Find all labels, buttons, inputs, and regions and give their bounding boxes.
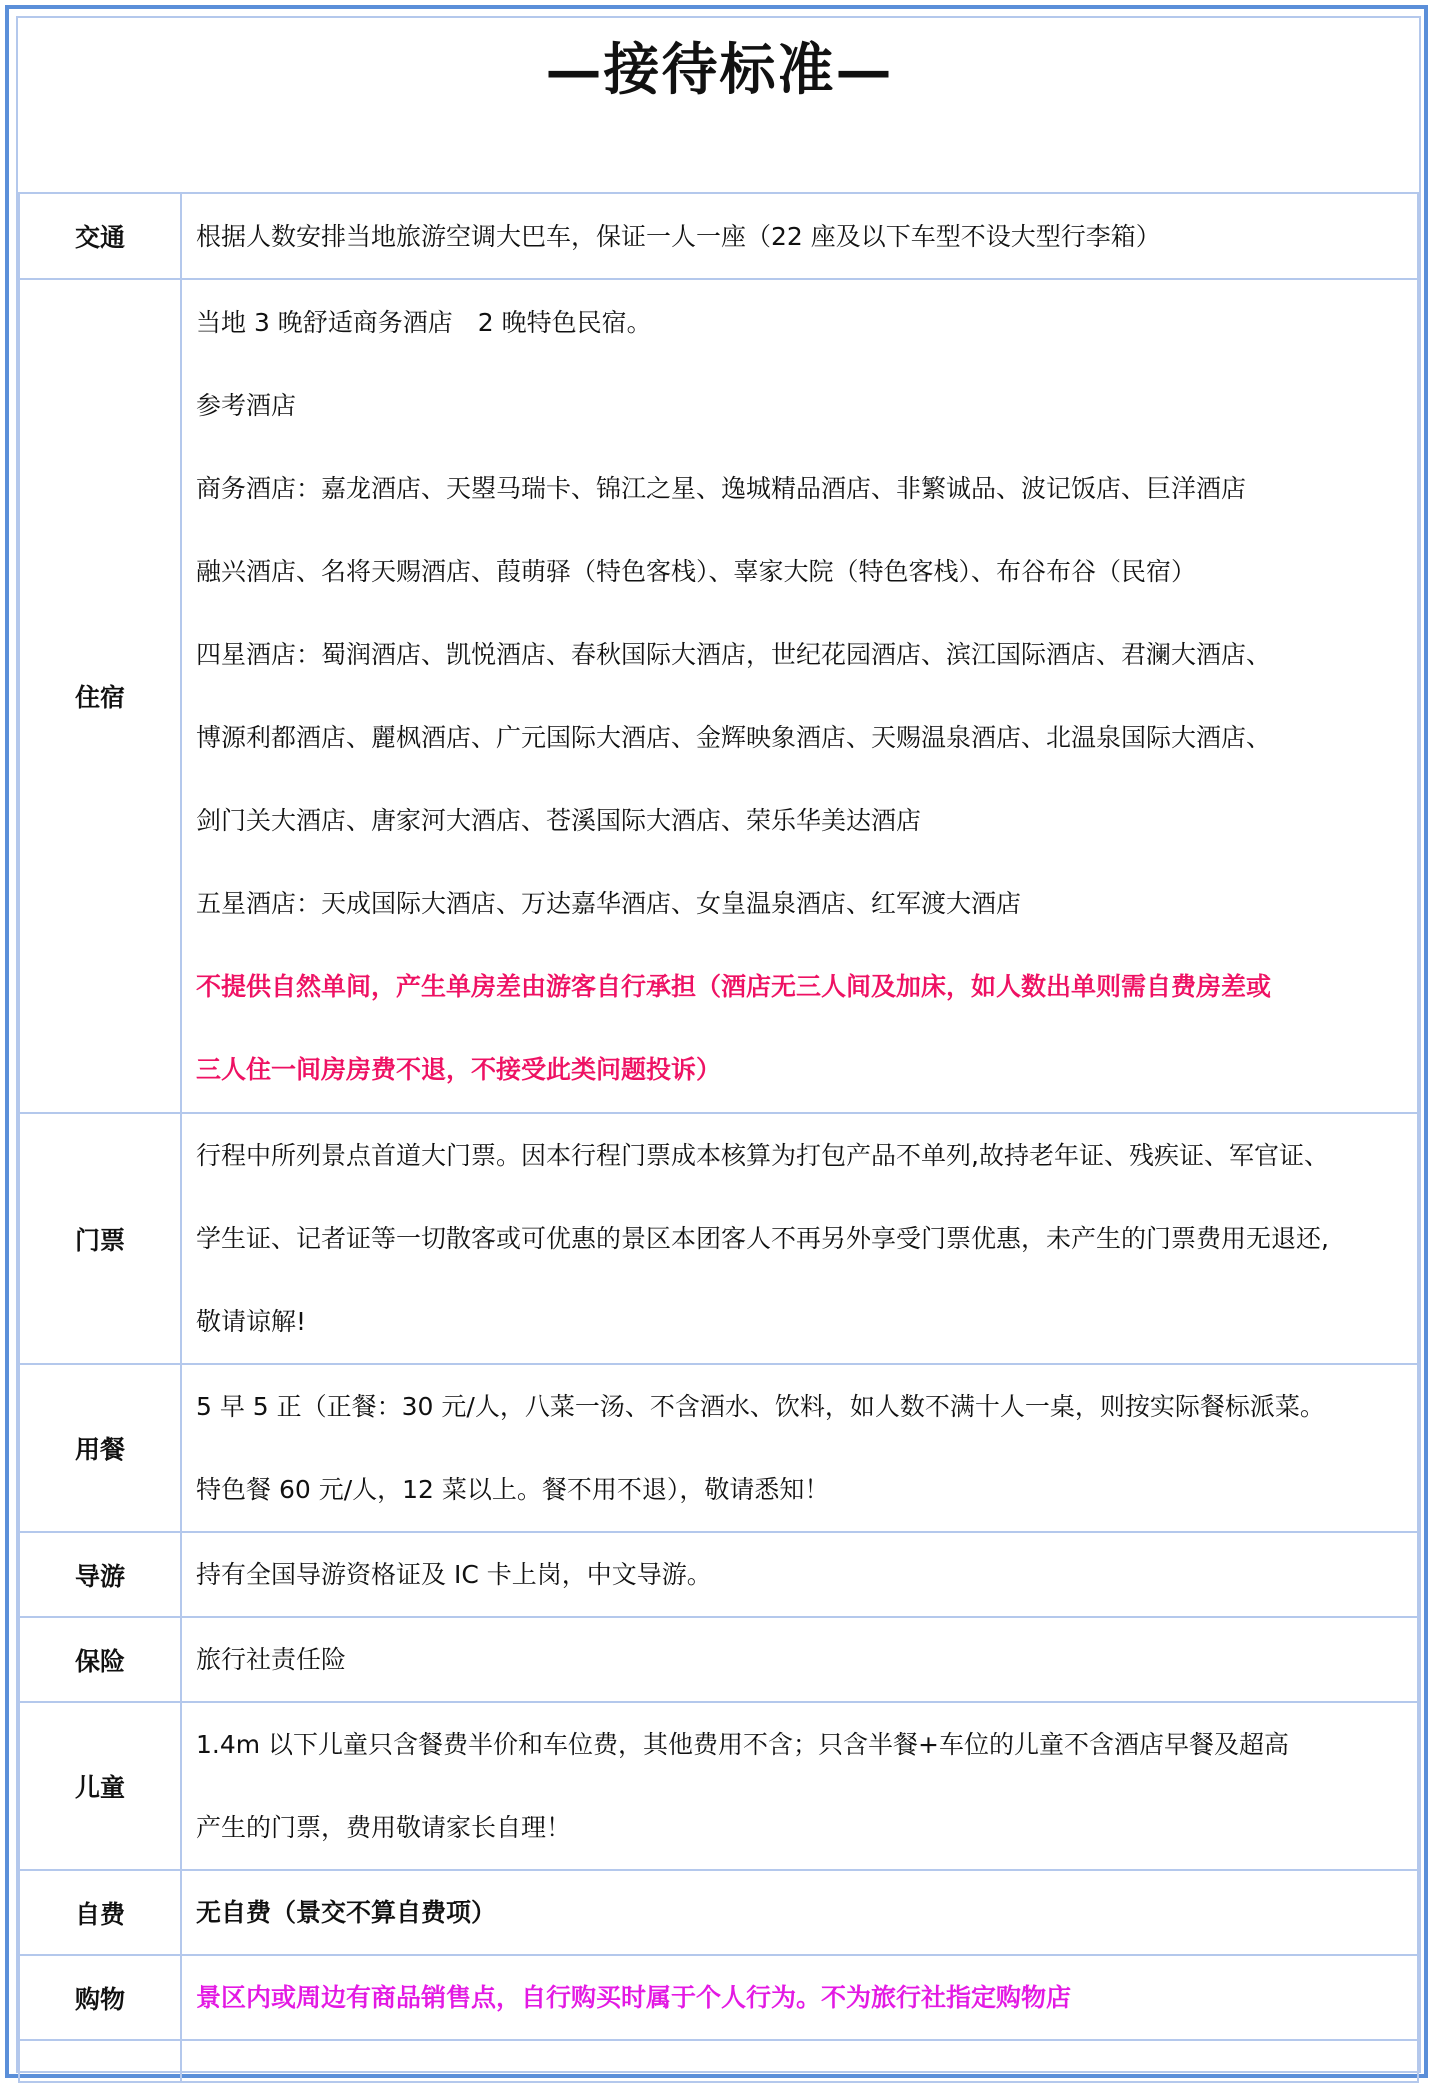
standards-table: [18, 192, 1419, 2083]
row-shopping: [19, 1955, 1418, 2040]
label-insurance: 保险: [19, 1617, 181, 1702]
row-guide: [19, 1532, 1418, 1617]
hotel-line-2: 参考酒店: [196, 391, 297, 420]
row-insurance: [19, 1617, 1418, 1702]
content-traffic: [181, 193, 1418, 279]
tickets-line-3: 敬请谅解!: [196, 1307, 307, 1336]
children-line-2: 产生的门票，费用敬请家长自理！: [196, 1813, 572, 1842]
row-hotel: [19, 279, 1418, 1113]
label-tickets: 门票: [19, 1113, 181, 1364]
content-children: [181, 1702, 1418, 1870]
selfpay-line-1: 无自费（景交不算自费项）: [196, 1898, 497, 1927]
label-selfpay: 自费: [19, 1870, 181, 1955]
row-blank: [19, 2040, 1418, 2082]
label-children: 儿童: [19, 1702, 181, 1870]
row-selfpay: [19, 1870, 1418, 1955]
label-shopping: 购物: [19, 1955, 181, 2040]
traffic-line-1: 根据人数安排当地旅游空调大巴车，保证一人一座（22 座及以下车型不设大型行李箱）: [196, 221, 1161, 251]
label-hotel: 住宿: [19, 279, 181, 1113]
hotel-line-1: 当地 3 晚舒适商务酒店 2 晚特色民宿。: [196, 308, 652, 337]
hotel-line-4: 融兴酒店、名将天赐酒店、葭萌驿（特色客栈）、辜家大院（特色客栈）、布谷布谷（民宿）: [196, 557, 1197, 586]
label-guide: 导游: [19, 1532, 181, 1617]
hotel-warning-line-2: 三人住一间房房费不退，不接受此类问题投诉）: [196, 1055, 722, 1084]
content-shopping: [181, 1955, 1418, 2040]
label-traffic: 交通: [19, 193, 181, 279]
children-line-1: 1.4m 以下儿童只含餐费半价和车位费，其他费用不含；只含半餐+车位的儿童不含酒店早餐及超高: [196, 1730, 1290, 1759]
row-children: [19, 1702, 1418, 1870]
row-traffic: [19, 193, 1418, 279]
content-guide: [181, 1532, 1418, 1617]
hotel-warning-line-1: 不提供自然单间，产生单房差由游客自行承担（酒店无三人间及加床，如人数出单则需自费房差或: [196, 972, 1272, 1001]
shopping-line-1: 景区内或周边有商品销售点，自行购买时属于个人行为。不为旅行社指定购物店: [196, 1983, 1072, 2012]
meals-line-2: 特色餐 60 元/人，12 菜以上。餐不用不退），敬请悉知！: [196, 1475, 830, 1504]
hotel-line-7: 剑门关大酒店、唐家河大酒店、苍溪国际大酒店、荣乐华美达酒店: [196, 806, 922, 835]
row-tickets: [19, 1113, 1418, 1364]
hotel-line-8: 五星酒店：天成国际大酒店、万达嘉华酒店、女皇温泉酒店、红军渡大酒店: [196, 889, 1022, 918]
content-meals: [181, 1364, 1418, 1532]
blank-label-cell: [19, 2040, 181, 2082]
hotel-line-6: 博源利都酒店、麗枫酒店、广元国际大酒店、金辉映象酒店、天赐温泉酒店、北温泉国际大酒店、: [196, 723, 1272, 752]
tickets-line-2: 学生证、记者证等一切散客或可优惠的景区本团客人不再另外享受门票优惠，未产生的门票费用无退还,: [196, 1224, 1329, 1253]
label-meals: 用餐: [19, 1364, 181, 1532]
tickets-line-1: 行程中所列景点首道大门票。因本行程门票成本核算为打包产品不单列,故持老年证、残疾证、军官证、: [196, 1141, 1329, 1170]
insurance-line-1: 旅行社责任险: [196, 1645, 347, 1674]
row-meals: [19, 1364, 1418, 1532]
hotel-line-5: 四星酒店：蜀润酒店、凯悦酒店、春秋国际大酒店，世纪花园酒店、滨江国际酒店、君澜大酒店、: [196, 640, 1272, 669]
hotel-line-3: 商务酒店：嘉龙酒店、天曌马瑞卡、锦江之星、逸城精品酒店、非繁诚品、波记饭店、巨洋酒店: [196, 474, 1247, 503]
blank-content-cell: [181, 2040, 1418, 2082]
page-title: —接待标准—: [545, 37, 894, 103]
content-hotel: [181, 279, 1418, 1113]
guide-line-1: 持有全国导游资格证及 IC 卡上岗，中文导游。: [196, 1560, 712, 1589]
content-insurance: [181, 1617, 1418, 1702]
meals-line-1: 5 早 5 正（正餐：30 元/人，八菜一汤、不含酒水、饮料，如人数不满十人一桌，则按实际餐标派菜。: [196, 1392, 1325, 1421]
content-selfpay: [181, 1870, 1418, 1955]
content-tickets: [181, 1113, 1418, 1364]
